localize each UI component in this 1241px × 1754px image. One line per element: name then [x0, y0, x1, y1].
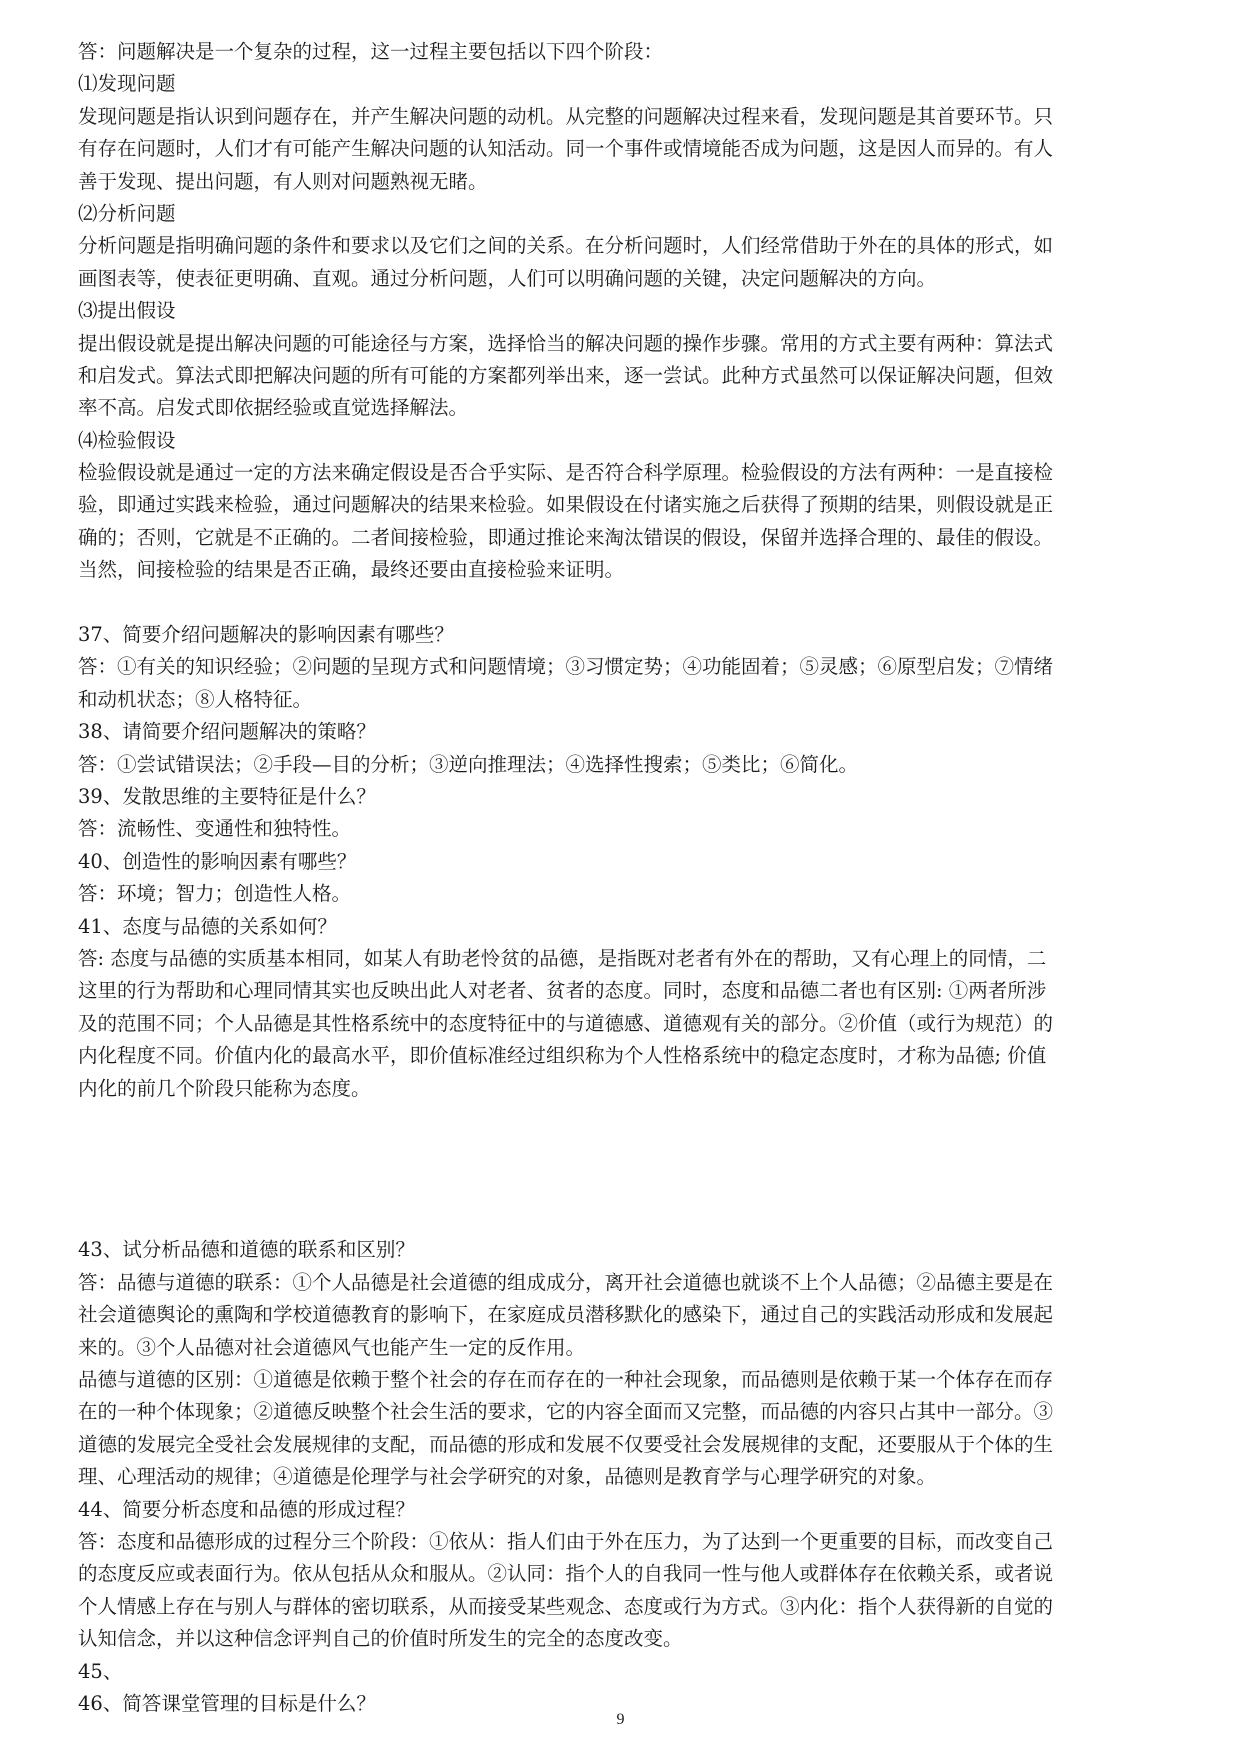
answer-43-line: 在的一种个体现象；②道德反映整个社会生活的要求，它的内容全面而又完整，而品德的内容只占其中一部分。③ [78, 1400, 1054, 1424]
question-39: 39、发散思维的主要特征是什么？ [78, 784, 376, 808]
stage-1-text-line: 发现问题是指认识到问题存在，并产生解决问题的动机。从完整的问题解决过程来看，发现问题是其首要环节。只 [78, 104, 1054, 128]
answer-44-line: 个人情感上存在与别人与群体的密切联系，从而接受某些观念、态度或行为方式。③内化：指个人获得新的自觉的 [78, 1594, 1054, 1618]
stage-2-text-line: 分析问题是指明确问题的条件和要求以及它们之间的关系。在分析问题时，人们经常借助于外在的具体的形式，如 [78, 234, 1054, 258]
blank-space [78, 1105, 1168, 1235]
answer-41-line: 内化程度不同。价值内化的最高水平，即价值标准经过组织称为个人性格系统中的稳定态度时，才称为品德; 价值 [78, 1044, 1047, 1068]
answer-37-line: 答：①有关的知识经验；②问题的呈现方式和问题情境；③习惯定势；④功能固着；⑤灵感；⑥原型启发；⑦情绪 [78, 655, 1054, 679]
answer-37-line: 和动机状态；⑧人格特征。 [78, 687, 313, 711]
stage-1-text-line: 有存在问题时，人们才有可能产生解决问题的认知活动。同一个事件或情境能否成为问题，这是因人而异的。有人 [78, 137, 1054, 161]
stage-1-text-line: 善于发现、提出问题，有人则对问题熟视无睹。 [78, 169, 488, 193]
answer-41-line: 内化的前几个阶段只能称为态度。 [78, 1076, 371, 1100]
blank-line [78, 587, 1168, 619]
answer-intro: 答：问题解决是一个复杂的过程，这一过程主要包括以下四个阶段： [78, 40, 664, 63]
answer-43-line: 答：品德与道德的联系：①个人品德是社会道德的组成成分，离开社会道德也就谈不上个人品德；②品德主要是在 [78, 1270, 1054, 1294]
stage-3-heading: ⑶提出假设 [78, 299, 176, 323]
answer-40: 答：环境；智力；创造性人格。 [78, 882, 352, 906]
question-37: 37、简要介绍问题解决的影响因素有哪些？ [78, 623, 454, 647]
stage-3-text-line: 和启发式。算法式即把解决问题的所有可能的方案都列举出来，逐一尝试。此种方式虽然可以保证解决问题，但效 [78, 363, 1054, 387]
answer-43-line: 品德与道德的区别：①道德是依赖于整个社会的存在而存在的一种社会现象，而品德则是依赖于某一个体存在而存 [78, 1368, 1054, 1392]
stage-3-text-line: 率不高。启发式即依据经验或直觉选择解法。 [78, 396, 469, 420]
answer-41-line: 及的范围不同；个人品德是其性格系统中的态度特征中的与道德感、道德观有关的部分。②价值（或行为规范）的 [78, 1011, 1054, 1035]
question-41: 41、态度与品德的关系如何？ [78, 914, 337, 938]
document-page [78, 36, 1168, 1720]
question-44: 44、简要分析态度和品德的形成过程？ [78, 1497, 415, 1521]
answer-43-line: 来的。③个人品德对社会道德风气也能产生一定的反作用。 [78, 1335, 586, 1359]
question-40: 40、创造性的影响因素有哪些？ [78, 849, 357, 873]
answer-43-line: 道德的发展完全受社会发展规律的支配，而品德的形成和发展不仅要受社会发展规律的支配，还要服从于个体的生 [78, 1432, 1054, 1456]
answer-44-line: 认知信念，并以这种信念评判自己的价值时所发生的完全的态度改变。 [78, 1627, 683, 1651]
stage-4-text-line: 确的；否则，它就是不正确的。二者间接检验，即通过推论来淘汰错误的假设，保留并选择合理的、最佳的假设。 [78, 525, 1054, 549]
stage-4-text-line: 验，即通过实践来检验，通过问题解决的结果来检验。如果假设在付诸实施之后获得了预期的结果，则假设就是正 [78, 493, 1054, 517]
stage-2-heading: ⑵分析问题 [78, 201, 176, 225]
stage-1-heading: ⑴发现问题 [78, 72, 176, 96]
stage-4-heading: ⑷检验假设 [78, 428, 176, 452]
stage-4-text-line: 检验假设就是通过一定的方法来确定假设是否合乎实际、是否符合科学原理。检验假设的方法有两种：一是直接检 [78, 461, 1054, 485]
question-45: 45、 [78, 1659, 123, 1683]
page-number: 9 [616, 1711, 625, 1728]
stage-3-text-line: 提出假设就是提出解决问题的可能途径与方案，选择恰当的解决问题的操作步骤。常用的方式主要有两种：算法式 [78, 331, 1054, 355]
answer-43-line: 社会道德舆论的熏陶和学校道德教育的影响下，在家庭成员潜移默化的感染下，通过自己的实践活动形成和发展起 [78, 1303, 1054, 1327]
stage-4-text-line: 当然，间接检验的结果是否正确，最终还要由直接检验来证明。 [78, 558, 625, 582]
answer-38: 答：①尝试错误法；②手段—目的分析；③逆向推理法；④选择性搜索；⑤类比；⑥简化。 [78, 752, 859, 776]
answer-44-line: 的态度反应或表面行为。依从包括从众和服从。②认同：指个人的自我同一性与他人或群体存在依赖关系，或者说 [78, 1562, 1054, 1586]
answer-41-line: 答: 态度与品德的实质基本相同，如某人有助老怜贫的品德，是指既对老者有外在的帮助，又有心理上的同情，二 [78, 946, 1047, 970]
question-38: 38、请简要介绍问题解决的策略？ [78, 720, 376, 744]
question-43: 43、试分析品德和道德的联系和区别？ [78, 1238, 415, 1262]
answer-43-line: 理、心理活动的规律；④道德是伦理学与社会学研究的对象，品德则是教育学与心理学研究的对象。 [78, 1465, 937, 1489]
stage-2-text-line: 画图表等，使表征更明确、直观。通过分析问题，人们可以明确问题的关键，决定问题解决的方向。 [78, 266, 937, 290]
question-46: 46、简答课堂管理的目标是什么？ [78, 1691, 376, 1715]
answer-39: 答：流畅性、变通性和独特性。 [78, 817, 352, 841]
answer-44-line: 答：态度和品德形成的过程分三个阶段：①依从：指人们由于外在压力，为了达到一个更重要的目标，而改变自己 [78, 1530, 1054, 1553]
answer-41-line: 这里的行为帮助和心理同情其实也反映出此人对老者、贫者的态度。同时，态度和品德二者也有区别: ①两者所涉 [78, 979, 1047, 1003]
